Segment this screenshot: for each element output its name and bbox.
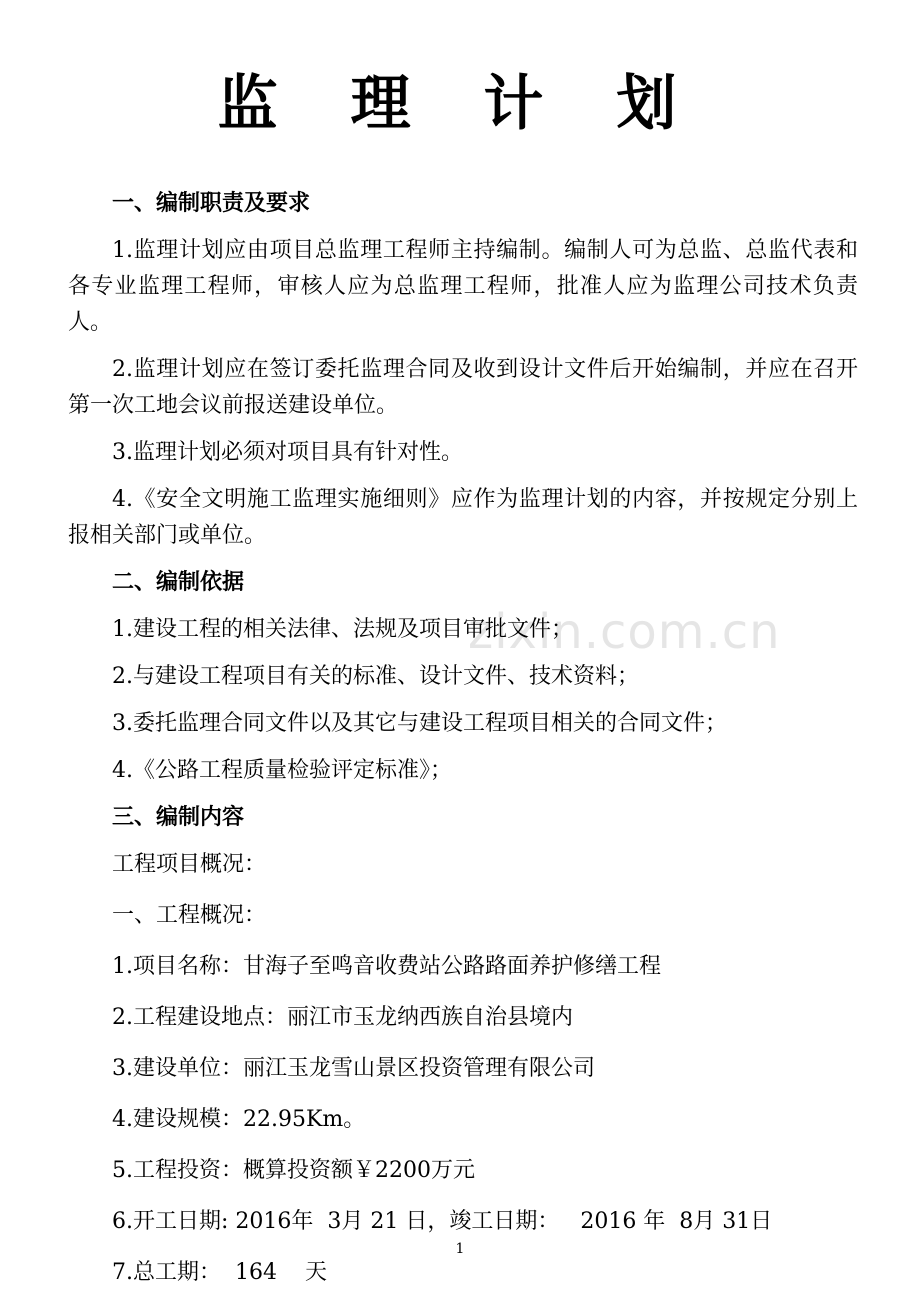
info-item: 6.开工日期: 2016年 3月 21 日，竣工日期： 2016 年 8月 31日 [112, 1209, 773, 1234]
page-number: 1 [455, 1241, 465, 1257]
info-item: 1.项目名称：甘海子至鸣音收费站公路路面养护修缮工程 [112, 954, 661, 979]
info-item: 2.工程建设地点：丽江市玉龙纳西族自治县境内 [112, 1005, 573, 1030]
document-body [68, 186, 858, 1291]
list-item: 4.《公路工程质量检验评定标准》； [112, 758, 452, 783]
paragraph-2: 2.监理计划应在签订委托监理合同及收到设计文件后开始编制，并应在召开第一次工地会议前报送建设单位。 [68, 357, 858, 418]
paragraph-1: 1.监理计划应由项目总监理工程师主持编制。编制人可为总监、总监代表和各专业监理工程师，审核人应为总监理工程师，批准人应为监理公司技术负责人。 [68, 238, 858, 335]
paragraph-4: 4.《安全文明施工监理实施细则》应作为监理计划的内容，并按规定分别上报相关部门或单位。 [68, 487, 858, 548]
list-item: 1.建设工程的相关法律、法规及项目审批文件； [112, 617, 573, 642]
section-heading-responsibilities: 一、编制职责及要求 [112, 191, 311, 216]
watermark: zixin.com.cn [468, 604, 781, 660]
info-item: 5.工程投资：概算投资额￥2200万元 [112, 1158, 475, 1183]
paragraph-3: 3.监理计划必须对项目具有针对性。 [112, 440, 463, 465]
section-heading-basis: 二、编制依据 [112, 570, 245, 595]
info-item: 7.总工期： 164 天 [112, 1260, 327, 1285]
section-heading-content: 三、编制内容 [112, 805, 245, 830]
list-item: 3.委托监理合同文件以及其它与建设工程项目相关的合同文件； [112, 711, 727, 736]
document-title: 监 理 计 划 [217, 69, 703, 139]
list-item: 2.与建设工程项目有关的标准、设计文件、技术资料； [112, 664, 639, 689]
subheading-engineering-overview: 一、工程概况： [112, 903, 267, 928]
info-item: 4.建设规模：22.95Km。 [112, 1107, 366, 1132]
subheading-project-overview: 工程项目概况： [112, 852, 267, 877]
info-item: 3.建设单位：丽江玉龙雪山景区投资管理有限公司 [112, 1056, 595, 1081]
